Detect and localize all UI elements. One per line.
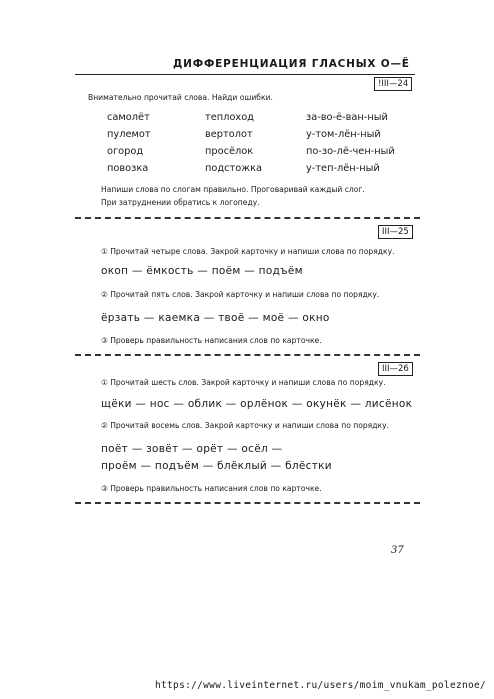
word-cell: просёлок xyxy=(205,146,254,157)
word-cell: теплоход xyxy=(205,112,254,123)
step-2: ② Прочитай пять слов. Закрой карточку и напиши слова по порядку. xyxy=(101,290,380,299)
step-1: ① Прочитай четыре слова. Закрой карточку и напиши слова по порядку. xyxy=(101,247,395,256)
word-cell: повозка xyxy=(107,163,149,174)
card-badge-26: III—26 xyxy=(378,362,413,376)
word-sequence: проём — подъём — блёклый — блёстки xyxy=(101,460,332,472)
step-1: ① Прочитай шесть слов. Закрой карточку и напиши слова по порядку. xyxy=(101,378,386,387)
word-sequence: щёки — нос — облик — орлёнок — окунёк — лисёнок xyxy=(101,398,413,410)
word-cell: подстожка xyxy=(205,163,263,174)
instruction-1: Внимательно прочитай слова. Найди ошибки. xyxy=(88,93,273,102)
step-3: ③ Проверь правильность написания слов по карточке. xyxy=(101,336,322,345)
task-line-2: При затруднении обратись к логопеду. xyxy=(101,198,260,207)
task-line-1: Напиши слова по слогам правильно. Проговаривай каждый слог. xyxy=(101,185,365,194)
word-cell: у-том-лён-ный xyxy=(306,129,381,140)
cut-line xyxy=(75,502,420,504)
header-rule xyxy=(75,74,415,75)
card-badge-25: III—25 xyxy=(378,225,413,239)
word-cell: по-зо-лё-чен-ный xyxy=(306,146,395,157)
step-2: ② Прочитай восемь слов. Закрой карточку и напиши слова по порядку. xyxy=(101,421,389,430)
word-sequence: поёт — зовёт — орёт — осёл — xyxy=(101,443,283,455)
word-cell: самолёт xyxy=(107,112,150,123)
card-badge-24: !III—24 xyxy=(374,77,412,91)
cut-line xyxy=(75,354,420,356)
page-title: ДИФФЕРЕНЦИАЦИЯ ГЛАСНЫХ О—Ё xyxy=(173,58,410,70)
word-sequence: ёрзать — каемка — твоё — моё — окно xyxy=(101,312,330,324)
word-sequence: окоп — ёмкость — поём — подъём xyxy=(101,265,303,277)
cut-line xyxy=(75,217,420,219)
word-cell: огород xyxy=(107,146,144,157)
step-3: ③ Проверь правильность написания слов по карточке. xyxy=(101,484,322,493)
page-number: 37 xyxy=(391,545,404,556)
word-cell: пулемот xyxy=(107,129,151,140)
word-cell: вертолот xyxy=(205,129,253,140)
word-cell: за-во-ё-ван-ный xyxy=(306,112,388,123)
word-cell: у-теп-лён-ный xyxy=(306,163,380,174)
source-url: https://www.liveinternet.ru/users/moim_vnukam_poleznoe/ xyxy=(155,680,487,691)
